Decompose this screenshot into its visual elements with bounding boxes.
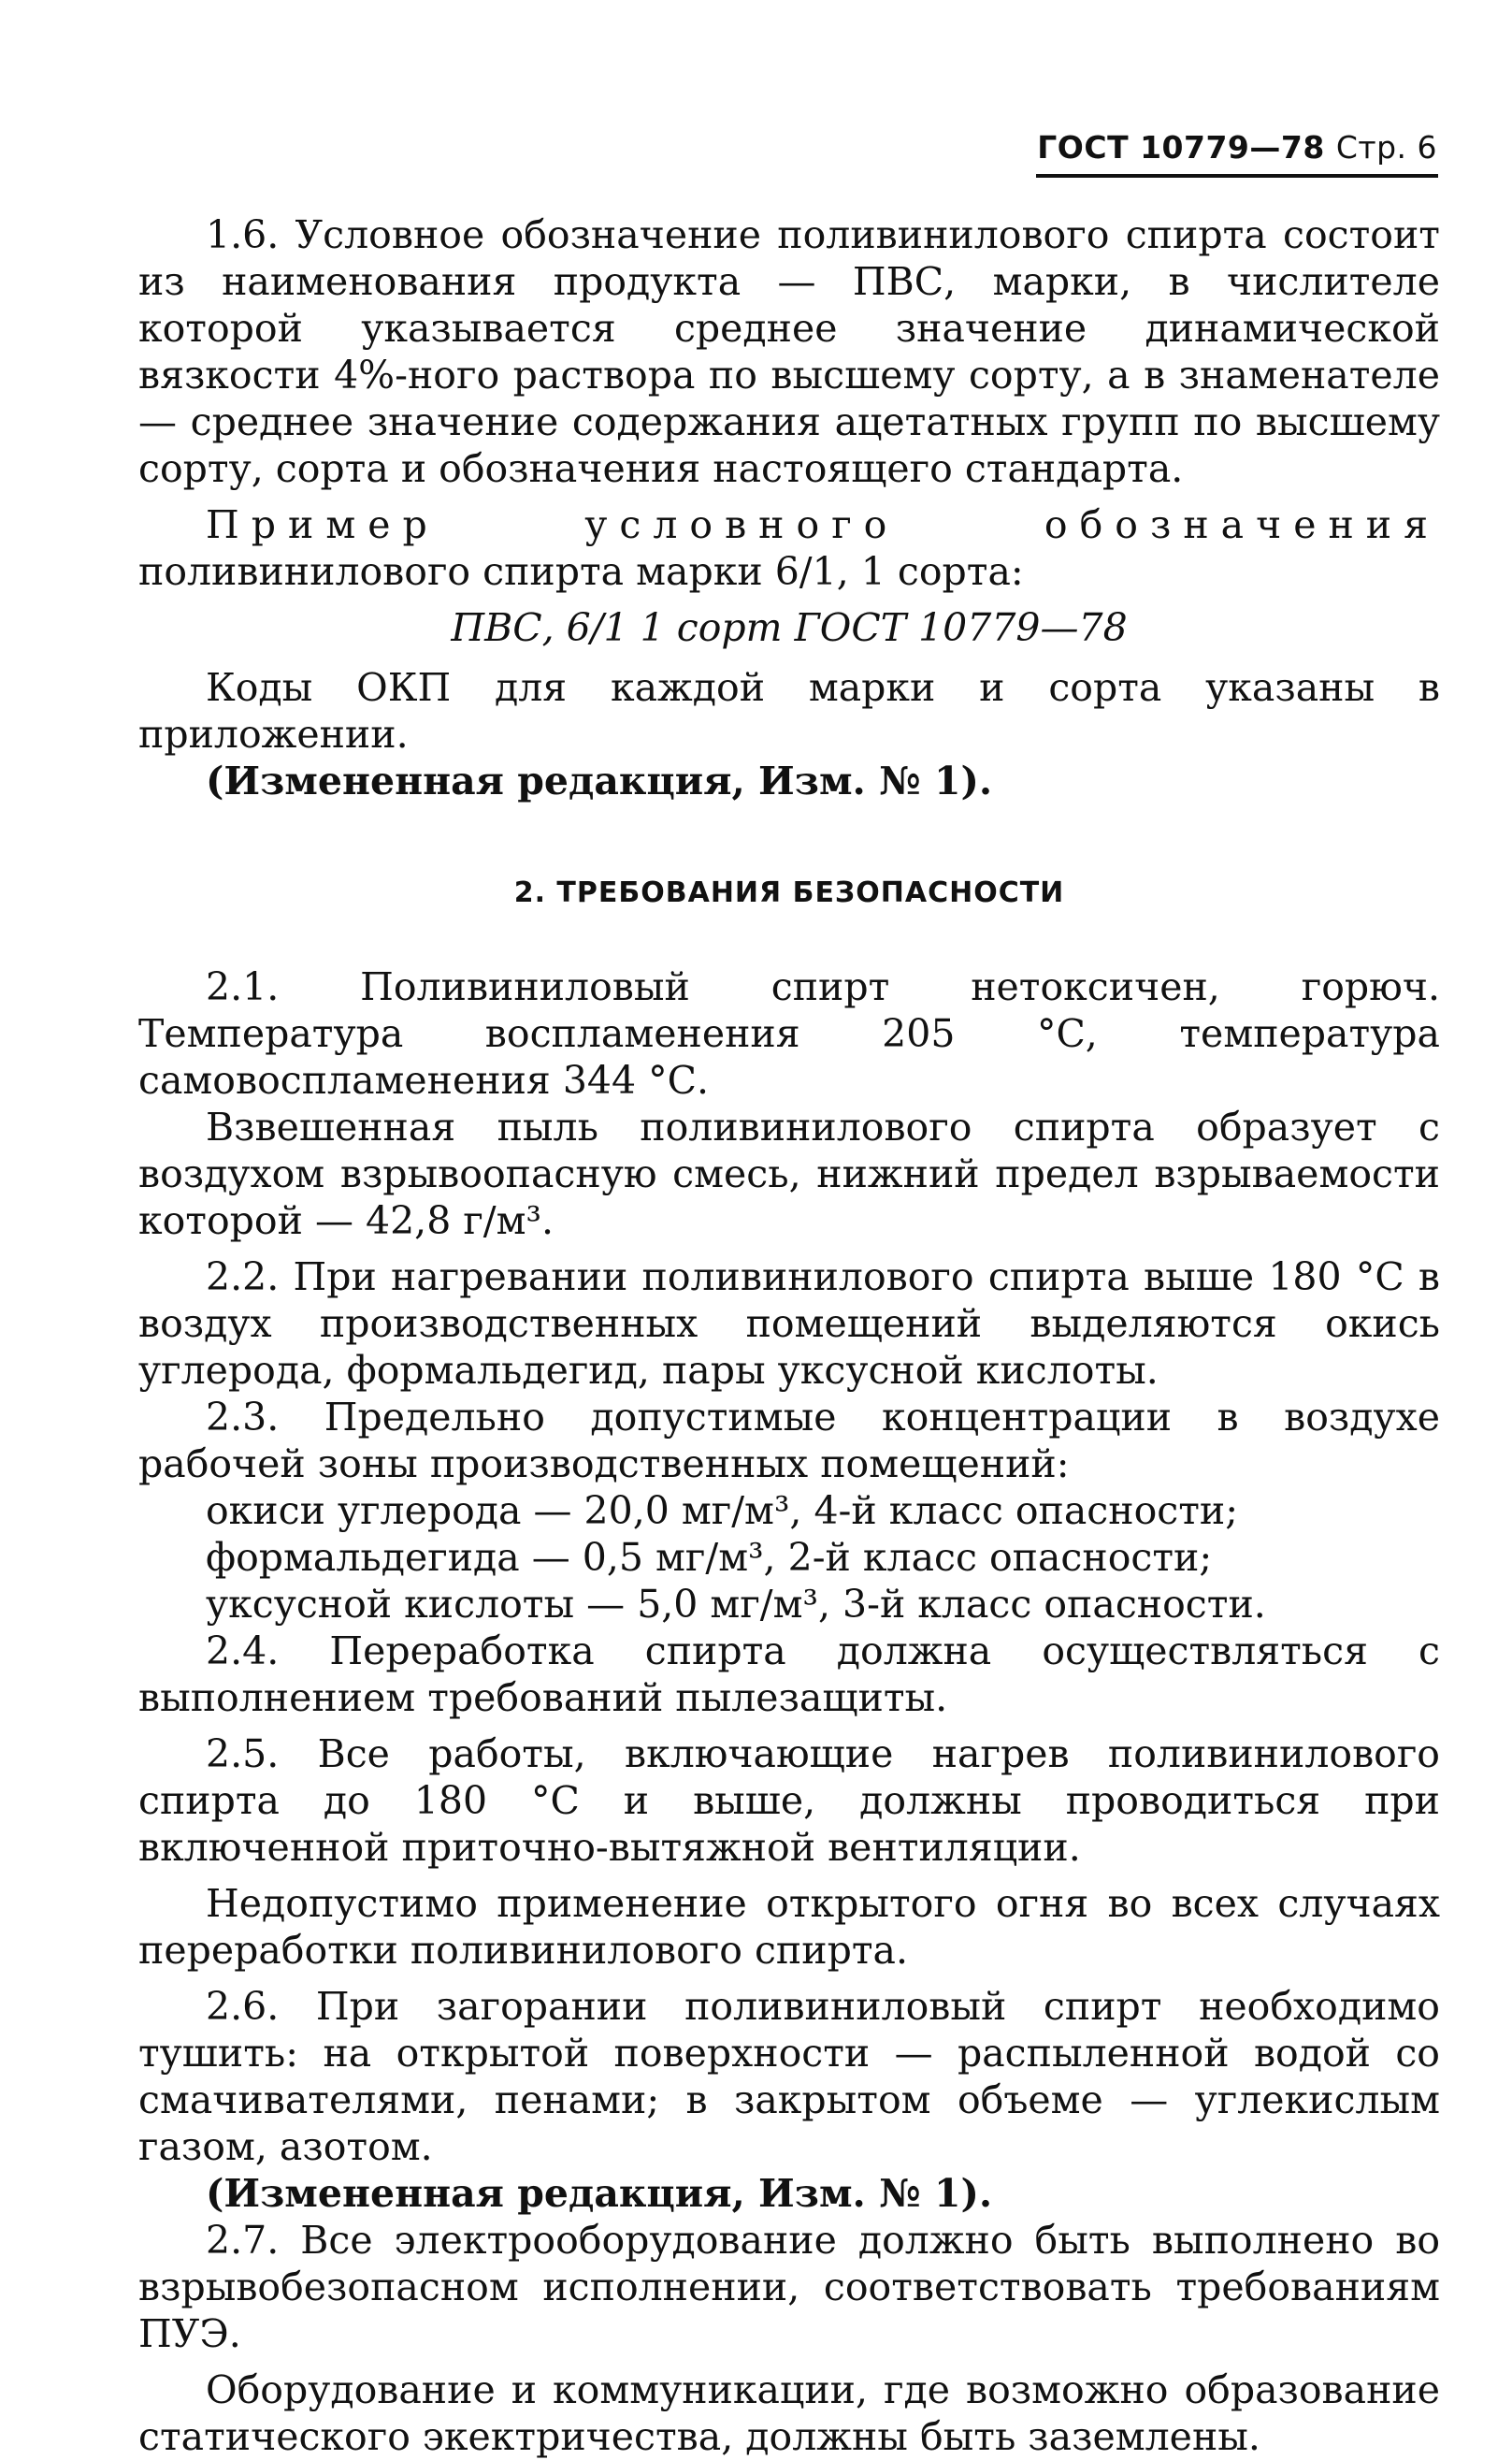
paragraph-2-4: 2.4. Переработка спирта должна осуществляться с выполнением требований пылезащиты. xyxy=(138,1628,1440,1720)
page-header xyxy=(1037,129,1437,166)
paragraph-2-1-dust: Взвешенная пыль поливинилового спирта образует с воздухом взрывоопасную смесь, нижний предел взрываемости которой — 42,8 г/м³. xyxy=(138,1105,1440,1243)
example-lead-spaced: Пример условного обозначения xyxy=(206,502,1440,547)
paragraph-2-7-grounding: Оборудование и коммуникации, где возможно образование статического экектричества, должны быть заземлены. xyxy=(138,2367,1440,2459)
paragraph-2-1: 2.1. Поливиниловый спирт нетоксичен, горюч. Температура воспламенения 205 °С, температура самовоспламенения 344 °С. xyxy=(138,964,1440,1103)
okp-codes-note: Коды ОКП для каждой марки и сорта указаны в приложении. xyxy=(138,665,1440,757)
example-lead-rest: поливинилового спирта марки 6/1, 1 сорта: xyxy=(138,549,1024,594)
paragraph-2-3: 2.3. Предельно допустимые концентрации в воздухе рабочей зоны производственных помещений: xyxy=(138,1395,1440,1486)
example-intro xyxy=(138,501,1440,595)
paragraph-2-7: 2.7. Все электрооборудование должно быть выполнено во взрывобезопасном исполнении, соответствовать требованиям ПУЭ. xyxy=(138,2218,1440,2356)
concentration-list xyxy=(138,1487,1440,1628)
paragraph-2-5-fire: Недопустимо применение открытого огня во всех случаях переработки поливинилового спирта. xyxy=(138,1881,1440,1973)
list-item: формальдегида — 0,5 мг/м³, 2-й класс опасности; xyxy=(206,1535,1213,1580)
paragraph-2-5: 2.5. Все работы, включающие нагрев поливинилового спирта до 180 °С и выше, должны проводиться при включенной приточно-вытяжной вентиляции. xyxy=(138,1731,1440,1870)
paragraph-1-6: 1.6. Условное обозначение поливинилового спирта состоит из наименования продукта — ПВС, марки, в числителе которой указывается среднее значение динамической вязкости 4%-ного раствора по высшему сорту, а в знаменателе — среднее значение содержания ацетатных групп по высшему сорту, сорта и обозначения настоящего стандарта. xyxy=(138,212,1440,491)
list-item: окиси углерода — 20,0 мг/м³, 4-й класс опасности; xyxy=(206,1488,1239,1533)
paragraph-2-6: 2.6. При загорании поливиниловый спирт необходимо тушить: на открытой поверхности — распыленной водой со смачивателями, пенами; в закрытом объеме — углекислым газом, азотом. xyxy=(138,1984,1440,2169)
paragraph-2-2: 2.2. При нагревании поливинилового спирта выше 180 °С в воздух производственных помещений выделяются окись углерода, формальдегид, пары уксусной кислоты. xyxy=(138,1254,1440,1393)
header-rule xyxy=(1036,174,1438,178)
document-body xyxy=(138,211,1440,2460)
page-number: Стр. 6 xyxy=(1335,129,1437,166)
designation-example: ПВС, 6/1 1 сорт ГОСТ 10779—78 xyxy=(451,605,1128,650)
section-title: 2. ТРЕБОВАНИЯ БЕЗОПАСНОСТИ xyxy=(513,876,1065,909)
amendment-note-1: (Измененная редакция, Изм. № 1). xyxy=(206,759,993,803)
standard-reference: ГОСТ 10779—78 xyxy=(1037,129,1325,166)
list-item: уксусной кислоты — 5,0 мг/м³, 3-й класс опасности. xyxy=(206,1582,1266,1627)
amendment-note-2: (Измененная редакция, Изм. № 1). xyxy=(206,2171,993,2216)
